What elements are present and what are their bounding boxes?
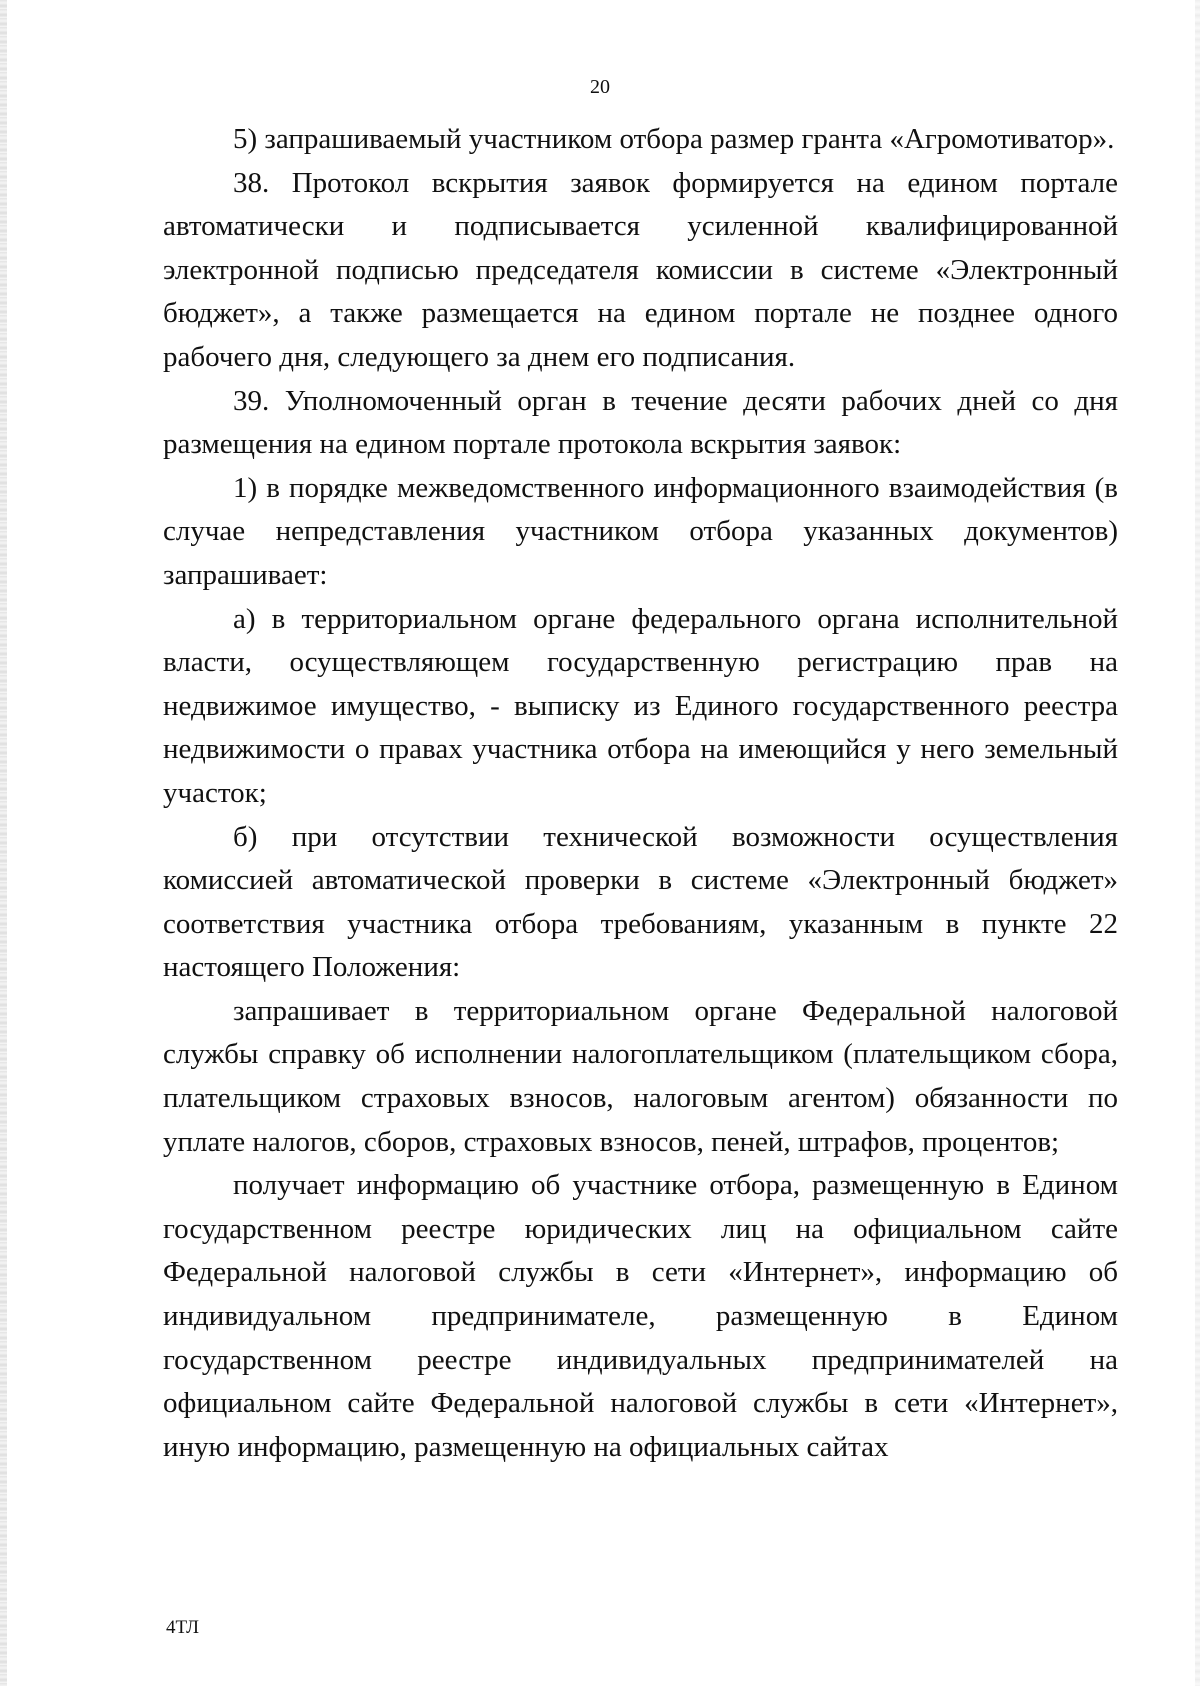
scan-edge-right — [1195, 0, 1200, 1686]
paragraph-registry-info: получает информацию об участнике отбора, размещенную в Едином государственном реестре юридических лиц на официальном сайте Федеральной налоговой службы в сети «Интернет», информацию об индивидуальном предпринимателе, размещенную в Едином государственном реестре индивидуальных предпринимателей на официальном сайте Федеральной налоговой службы в сети «Интернет», иную информацию, размещенную на официальных сайтах — [163, 1169, 1118, 1463]
paragraph-tax-request: запрашивает в территориальном органе Федеральной налоговой службы справку об исполнении налогоплательщиком (плательщиком сбора, плательщиком страховых взносов, налоговым агентом) обязанности по уплате налогов, сборов, страховых взносов, пеней, штрафов, процентов; — [163, 994, 1118, 1158]
paragraph-item-5: 5) запрашиваемый участником отбора размер гранта «Агромотиватор». — [233, 123, 1115, 155]
scan-edge-left — [0, 0, 7, 1686]
paragraph-39: 39. Уполномоченный орган в течение десяти рабочих дней со дня размещения на едином портале протокола вскрытия заявок: — [163, 384, 1118, 461]
document-body — [163, 118, 1118, 1469]
paragraph-39-item-1: 1) в порядке межведомственного информационного взаимодействия (в случае непредставления участником отбора указанных документов) запрашивает: — [163, 471, 1118, 591]
page-number: 20 — [590, 76, 610, 98]
footer-document-code: 4ТЛ — [166, 1617, 200, 1638]
paragraph-subitem-a: а) в территориальном органе федерального органа исполнительной власти, осуществляющем государственную регистрацию прав на недвижимое имущество, - выписку из Единого государственного реестра недвижимости о правах участника отбора на имеющийся у него земельный участок; — [163, 602, 1118, 809]
paragraph-38: 38. Протокол вскрытия заявок формируется на едином портале автоматически и подписывается усиленной квалифицированной электронной подписью председателя комиссии в системе «Электронный бюджет», а также размещается на едином портале не позднее одного рабочего дня, следующего за днем его подписания. — [163, 166, 1118, 373]
paragraph-subitem-b: б) при отсутствии технической возможности осуществления комиссией автоматической проверки в системе «Электронный бюджет» соответствия участника отбора требованиям, указанным в пункте 22 настоящего Положения: — [163, 820, 1118, 984]
